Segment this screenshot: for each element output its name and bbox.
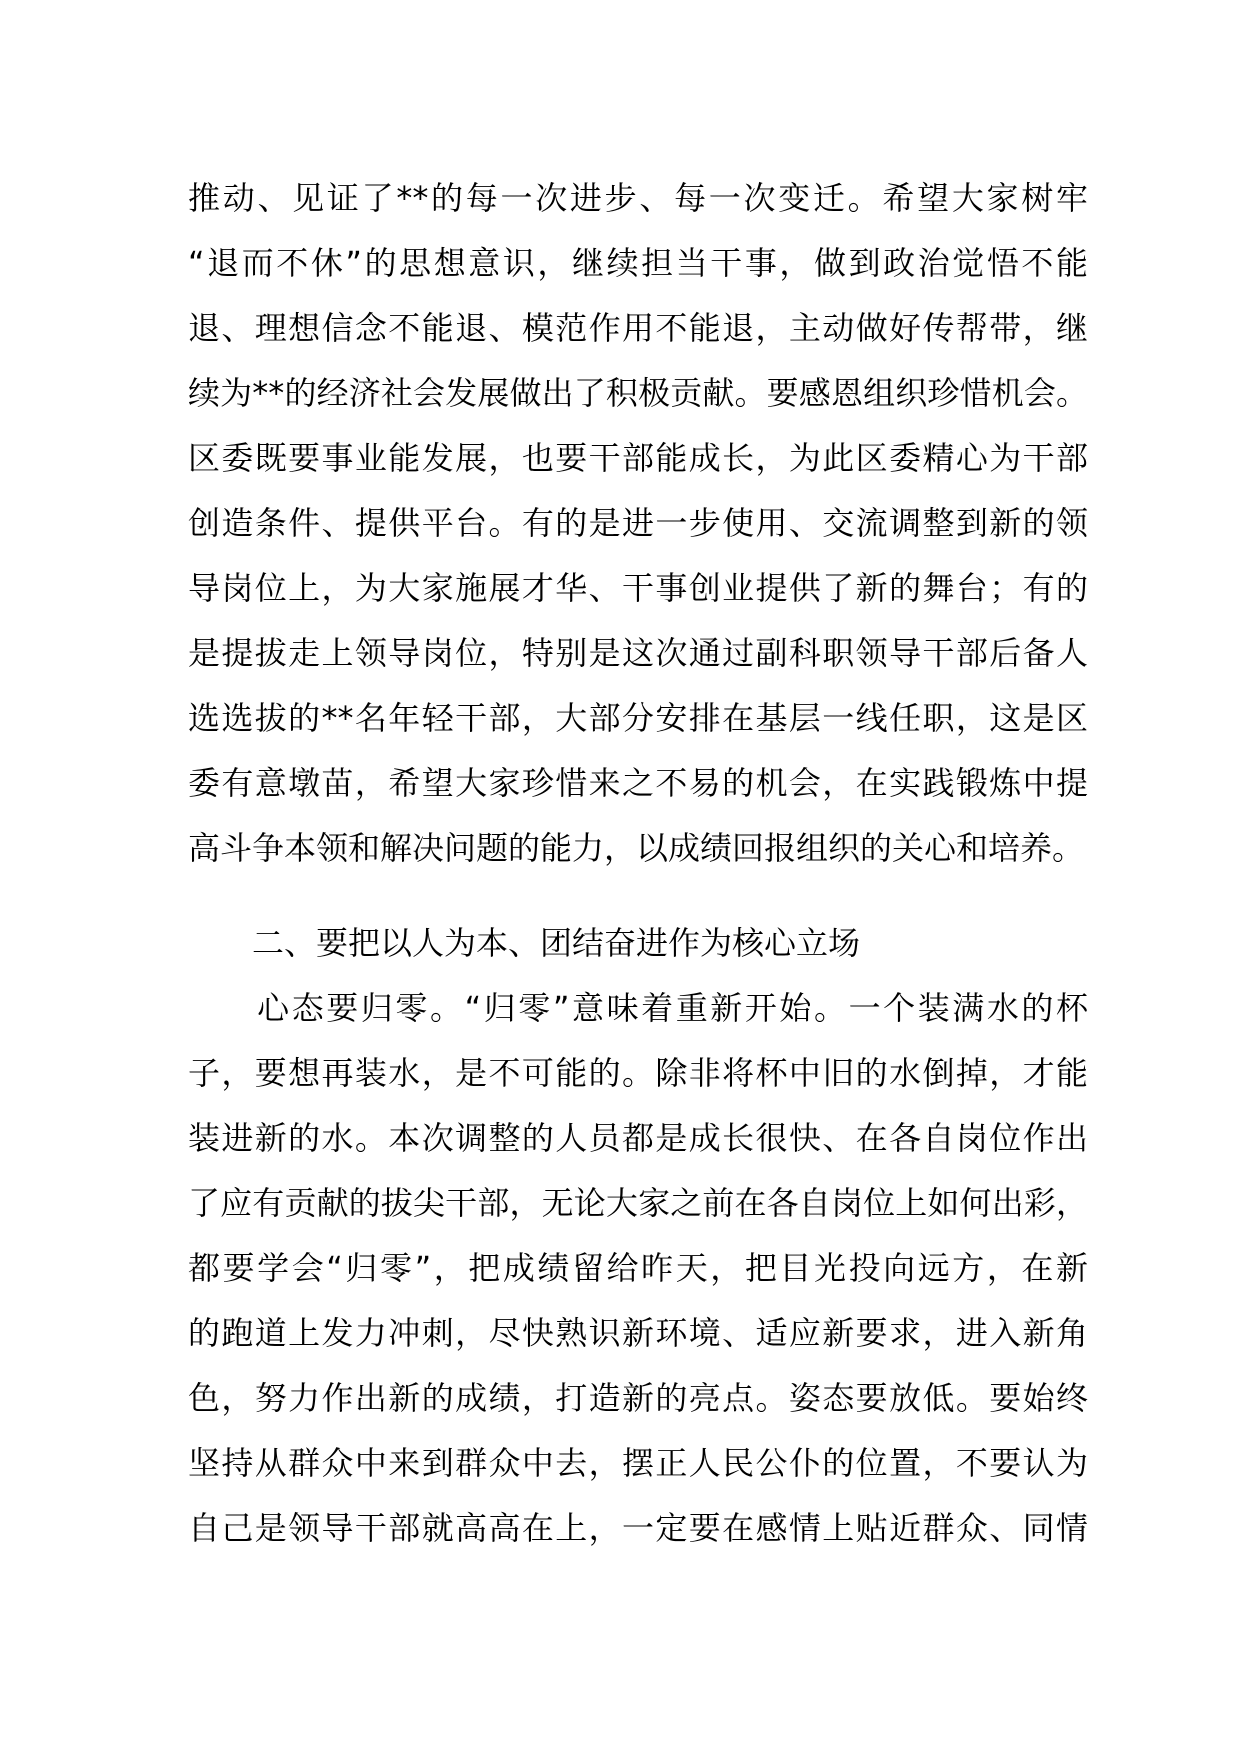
text-line: 的跑道上发力冲刺，尽快熟识新环境、适应新要求，进入新角	[188, 1314, 1088, 1352]
text-line: 色，努力作出新的成绩，打造新的亮点。姿态要放低。要始终	[188, 1379, 1088, 1417]
text-line: 创造条件、提供平台。有的是进一步使用、交流调整到新的领	[188, 504, 1088, 542]
paragraph-2	[188, 976, 1088, 1561]
text-line: 推动、见证了**的每一次进步、每一次变迁。希望大家树牢	[188, 179, 1088, 217]
text-line: 区委既要事业能发展，也要干部能成长，为此区委精心为干部	[188, 439, 1088, 477]
paragraph-1	[188, 166, 1088, 881]
text-line: 导岗位上，为大家施展才华、干事创业提供了新的舞台；有的	[188, 569, 1088, 607]
text-line: 装进新的水。本次调整的人员都是成长很快、在各自岗位作出	[188, 1119, 1088, 1157]
document-body	[188, 166, 1088, 1561]
text-line: 坚持从群众中来到群众中去，摆正人民公仆的位置，不要认为	[188, 1444, 1088, 1482]
text-line: 续为**的经济社会发展做出了积极贡献。要感恩组织珍惜机会。	[188, 374, 1088, 412]
text-line: “退而不休”的思想意识，继续担当干事，做到政治觉悟不能	[188, 244, 1088, 282]
text-line: 委有意墩苗，希望大家珍惜来之不易的机会，在实践锻炼中提	[188, 764, 1088, 802]
text-line: 是提拔走上领导岗位，特别是这次通过副科职领导干部后备人	[188, 634, 1088, 672]
text-line: 退、理想信念不能退、模范作用不能退，主动做好传帮带，继	[188, 309, 1088, 347]
text-line: 高斗争本领和解决问题的能力，以成绩回报组织的关心和培养。	[188, 829, 1085, 867]
paragraph-spacer	[188, 881, 1088, 911]
text-line: 子，要想再装水，是不可能的。除非将杯中旧的水倒掉，才能	[188, 1054, 1088, 1092]
text-line: 心态要归零。“归零”意味着重新开始。一个装满水的杯	[188, 989, 1088, 1027]
text-line: 都要学会“归零”，把成绩留给昨天，把目光投向远方，在新	[188, 1249, 1088, 1287]
text-line: 选选拔的**名年轻干部，大部分安排在基层一线任职，这是区	[188, 699, 1088, 737]
text-line: 自己是领导干部就高高在上，一定要在感情上贴近群众、同情	[188, 1509, 1088, 1547]
text-line: 了应有贡献的拔尖干部，无论大家之前在各自岗位上如何出彩，	[188, 1184, 1088, 1222]
section-heading: 二、要把以人为本、团结奋进作为核心立场	[188, 924, 861, 962]
